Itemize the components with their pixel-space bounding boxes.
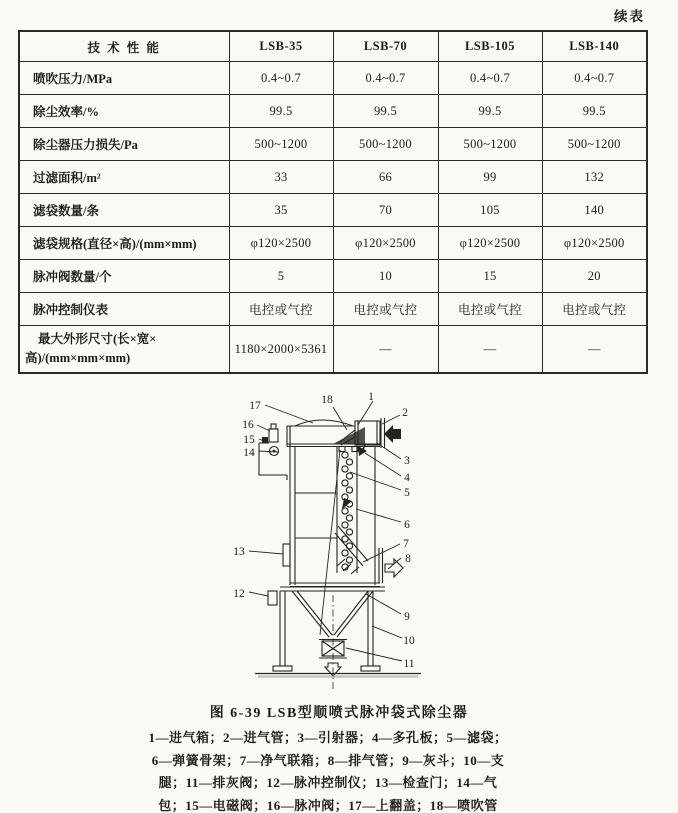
table-cell: 500~1200 [542, 128, 647, 161]
diagram-part-number: 11 [403, 658, 415, 670]
legend-line: 6—弹簧骨架；7—净气联箱；8—排气管；9—灰斗；10—支 [151, 752, 505, 768]
table-cell: 35 [229, 194, 333, 227]
diagram-part-number: 12 [233, 588, 245, 600]
row-label: 脉冲控制仪表 [19, 293, 229, 326]
table-cell: 99 [438, 161, 542, 194]
table-cell: 1180×2000×5361 [229, 326, 333, 374]
legend-line: 1—进气箱；2—进气管；3—引射器；4—多孔板；5—滤袋； [148, 730, 508, 745]
table-cell: 500~1200 [229, 128, 333, 161]
table-cell: 99.5 [333, 95, 438, 128]
table-row [19, 194, 647, 227]
figure-caption: 图 6-39 LSB型顺喷式脉冲袋式除尘器 [209, 706, 469, 721]
table-cell: 0.4~0.7 [438, 62, 542, 95]
table-row [19, 161, 647, 194]
table-cell: 电控或气控 [542, 293, 647, 326]
table-cell: 140 [542, 194, 647, 227]
inspection-door [283, 544, 290, 566]
diagram-part-number: 18 [321, 394, 333, 406]
table-cell: 105 [438, 194, 542, 227]
diagram-part-number: 13 [233, 546, 245, 558]
table-cell: 10 [333, 260, 438, 293]
column-header-model: LSB-105 [438, 31, 542, 62]
diagram-part-number: 2 [402, 407, 408, 419]
column-header-model: LSB-140 [542, 31, 647, 62]
table-cell: 15 [438, 260, 542, 293]
diagram-part-number: 17 [249, 400, 261, 412]
table-cell: φ120×2500 [542, 227, 647, 260]
table-cell: 电控或气控 [438, 293, 542, 326]
table-cell: 132 [542, 161, 647, 194]
diagram-part-number: 15 [243, 434, 255, 446]
row-label: 滤袋规格(直径×高)/(mm×mm) [19, 227, 229, 260]
leader-lines [249, 401, 402, 661]
table-cell: 电控或气控 [333, 293, 438, 326]
diagram-svg [225, 383, 455, 703]
table-row [19, 326, 647, 374]
table-row [19, 128, 647, 161]
column-header-model: LSB-70 [333, 31, 438, 62]
top-cover [287, 420, 380, 447]
row-label: 喷吹压力/MPa [19, 62, 229, 95]
inlet-flow-arrow [384, 425, 401, 443]
continued-table-label: 续表 [614, 9, 645, 24]
table-header-row [19, 31, 647, 62]
table-cell: 99.5 [542, 95, 647, 128]
diagram-part-number: 1 [368, 391, 374, 403]
table-cell: 0.4~0.7 [333, 62, 438, 95]
hopper [292, 591, 373, 637]
diagram-part-number: 6 [404, 519, 410, 531]
table-cell: 99.5 [438, 95, 542, 128]
row-label: 最大外形尺寸(长×宽×高)/(mm×mm×mm) [19, 326, 229, 374]
table-cell: φ120×2500 [438, 227, 542, 260]
spec-table-body [19, 62, 647, 374]
column-header-performance: 技 术 性 能 [19, 31, 229, 62]
row-label: 除尘效率/% [19, 95, 229, 128]
row-label: 脉冲阀数量/个 [19, 260, 229, 293]
legend-line: 包；15—电磁阀；16—脉冲阀；17—上翻盖；18—喷吹管 [158, 797, 498, 813]
row-label: 除尘器压力损失/Pa [19, 128, 229, 161]
diagram-part-number: 16 [242, 419, 254, 431]
table-cell: 33 [229, 161, 333, 194]
flow-arrows [342, 443, 367, 509]
table-cell: — [333, 326, 438, 374]
diagram-part-number: 8 [405, 553, 411, 565]
table-cell: 0.4~0.7 [229, 62, 333, 95]
pulse-controller-box [268, 591, 277, 605]
ground-line [255, 674, 421, 677]
table-cell: 99.5 [229, 95, 333, 128]
table-cell: 500~1200 [333, 128, 438, 161]
diagram-part-number: 3 [404, 455, 410, 467]
diagram-part-number: 5 [404, 487, 410, 499]
table-row [19, 227, 647, 260]
diagram-part-number: 9 [404, 611, 410, 623]
dust-collector-diagram [225, 383, 455, 703]
row-label: 过滤面积/m² [19, 161, 229, 194]
diagram-part-number: 7 [403, 538, 409, 550]
clean-air-duct [335, 526, 368, 574]
column-header-model: LSB-35 [229, 31, 333, 62]
figure-legend [88, 727, 568, 813]
table-cell: 20 [542, 260, 647, 293]
table-cell: 66 [333, 161, 438, 194]
table-cell: φ120×2500 [333, 227, 438, 260]
table-cell: 70 [333, 194, 438, 227]
table-row [19, 62, 647, 95]
table-row [19, 260, 647, 293]
table-cell: — [542, 326, 647, 374]
collector-body [290, 426, 380, 587]
row-label: 滤袋数量/条 [19, 194, 229, 227]
table-row [19, 95, 647, 128]
table-cell: — [438, 326, 542, 374]
table-cell: 500~1200 [438, 128, 542, 161]
table-cell: 电控或气控 [229, 293, 333, 326]
diagram-part-number: 10 [403, 635, 415, 647]
spec-table [18, 30, 648, 374]
diagram-part-number: 14 [243, 447, 255, 459]
legend-line: 腿；11—排灰阀；12—脉冲控制仪；13—检查门；14—气 [158, 775, 498, 790]
diagram-part-number: 4 [404, 472, 410, 484]
exhaust-outlet [379, 548, 403, 583]
table-cell: φ120×2500 [229, 227, 333, 260]
table-row [19, 293, 647, 326]
table-cell: 5 [229, 260, 333, 293]
spec-table-head [19, 31, 647, 62]
table-cell: 0.4~0.7 [542, 62, 647, 95]
filter-bag [337, 447, 357, 574]
